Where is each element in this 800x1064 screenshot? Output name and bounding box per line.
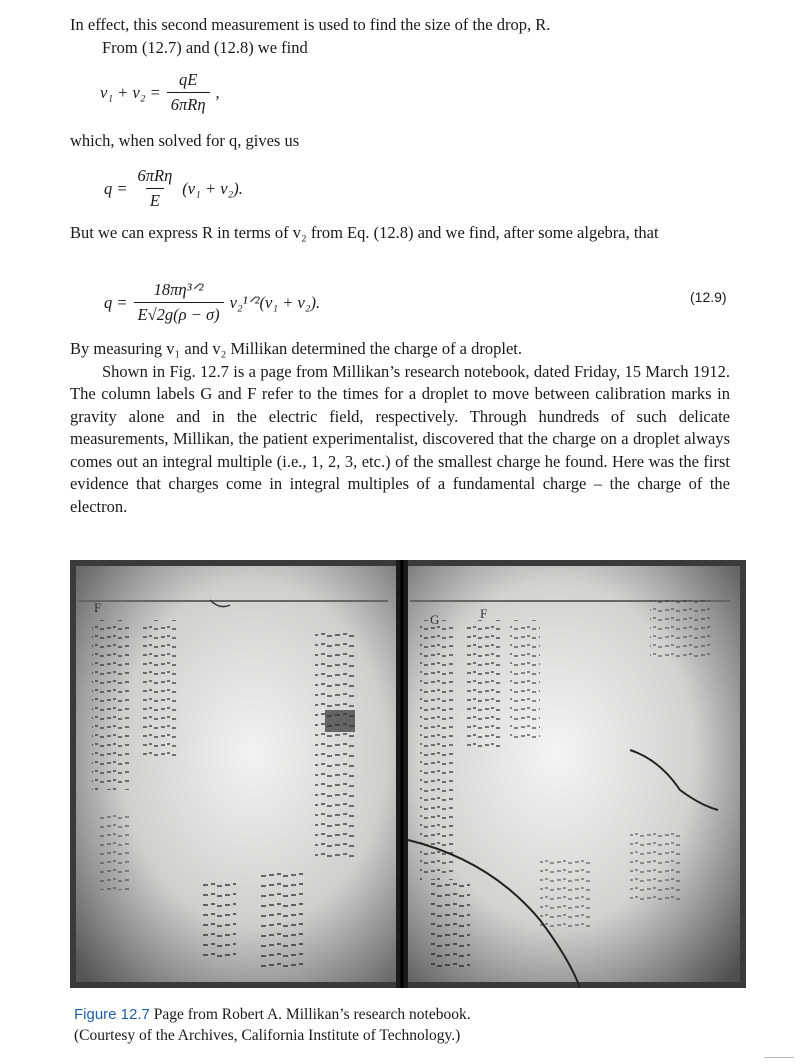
equation-number: (12.9) [690, 289, 727, 305]
fraction-numerator: qE [178, 70, 198, 89]
caption-text: Page from Robert A. Millikan’s research notebook. [153, 1006, 471, 1023]
column-label-f-right: F [480, 606, 488, 621]
column-label-g: G [430, 612, 440, 627]
equation-fraction [134, 166, 177, 211]
text-line: But we can express R in terms of v₂ from Eq. (12.8) and we find, after some algebra, that [70, 223, 659, 242]
page-edge-mark [764, 1057, 794, 1058]
paragraph-size-of-drop [70, 14, 730, 59]
text-line: By measuring v₁ and v₂ Millikan determined the charge of a droplet. [70, 339, 522, 358]
text-line: which, when solved for q, gives us [70, 131, 300, 150]
paragraph-solved-for-q [70, 130, 730, 153]
equation-tail: (v₁ + v₂). [182, 178, 243, 198]
equation-tail: , [215, 82, 220, 102]
text-block: Shown in Fig. 12.7 is a page from Millikan’s research notebook, dated Friday, 15 March 1912. The column labels G and F refer to the times for a droplet to move between calibration marks in gravity alone and in the electric field, respectively. Through hundreds of such delicate measurements, Millikan, the patient experimentalist, discovered that the charge on a droplet always comes out an integral multiple (i.e., 1, 2, 3, etc.) of the smallest charge he found. Here was the first evidence that charges come in integral multiples of a fundamental charge – the charge of the electron. [70, 361, 730, 516]
equation-12-9 [104, 280, 320, 325]
fraction-numerator: 6πRη [137, 166, 173, 185]
equation-fraction [134, 280, 224, 325]
text-line: In effect, this second measurement is used to find the size of the drop, R. [70, 15, 551, 34]
equation-v1-plus-v2 [100, 70, 220, 115]
fraction-denominator: E√2g(ρ − σ) [134, 302, 224, 325]
equation-fraction [167, 70, 210, 115]
paragraph-millikan [70, 338, 730, 518]
equation-q [104, 166, 243, 211]
caption-line [74, 1004, 734, 1025]
caption-credit: (Courtesy of the Archives, California Institute of Technology.) [74, 1027, 461, 1044]
fraction-numerator: 18πη³ᐟ² [153, 280, 204, 299]
fraction-denominator: E [146, 188, 164, 211]
equation-lhs: q = [104, 292, 128, 312]
fraction-denominator: 6πRη [167, 92, 210, 115]
paragraph-express-r [70, 222, 730, 245]
equation-lhs: v₁ + v₂ = [100, 82, 161, 102]
figure-label: Figure 12.7 [74, 1006, 150, 1023]
equation-tail: v₂¹ᐟ²(v₁ + v₂). [229, 292, 321, 312]
figure-caption [74, 1004, 734, 1046]
notebook-photo-image [70, 560, 746, 988]
notebook-photo [70, 560, 746, 988]
column-label-f-left: F [94, 600, 102, 615]
text-line: From (12.7) and (12.8) we find [102, 37, 308, 57]
equation-lhs: q = [104, 178, 128, 198]
